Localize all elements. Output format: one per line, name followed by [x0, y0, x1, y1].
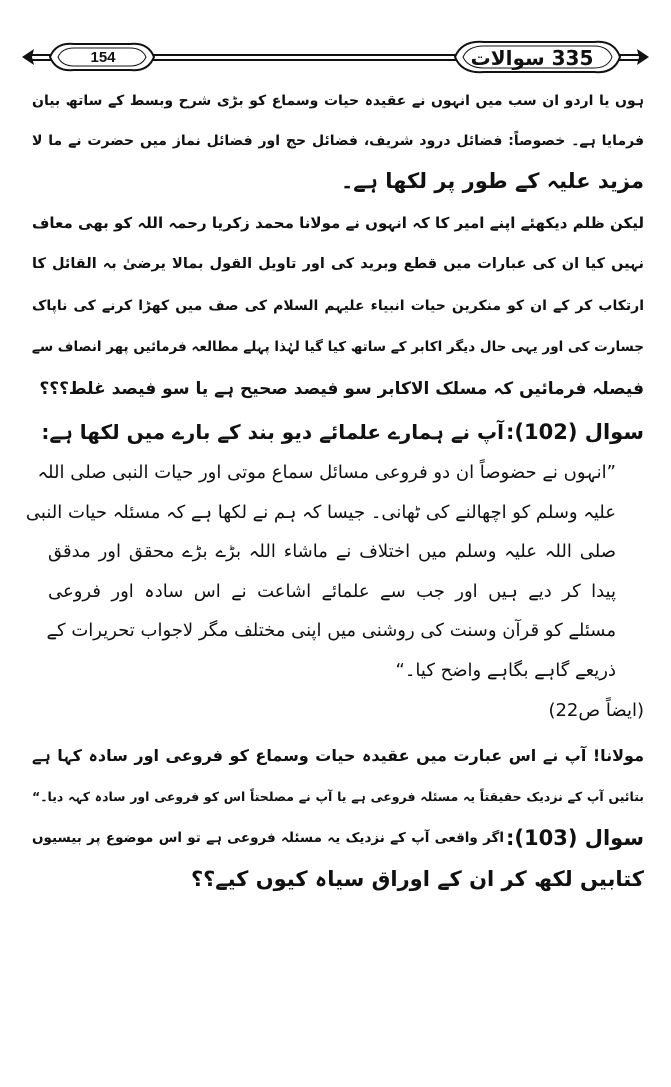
book-title: 335 سوالات — [470, 46, 594, 70]
paragraph-line: نہیں کیا ان کی عبارات میں قطع وبرید کی اور تاویل القول بمالا یرضیٰ بہ القائل کا — [32, 256, 644, 272]
question-103-text: اگر واقعی آپ کے نزدیک یہ مسئلہ فروعی ہے تو اس موضوع پر بیسیوں — [32, 830, 504, 846]
question-102-label: سوال (102): — [506, 420, 644, 444]
quote-reference: (ایضاً ص22) — [548, 700, 644, 721]
quote-line: صلی اللہ علیہ وسلم میں اختلاف نے ماشاء اللہ بڑے بڑے محقق اور مدقق — [48, 541, 616, 562]
quote-line: ذریعے گاہے بگاہے واضح کیا۔“ — [395, 660, 616, 681]
paragraph-line: بتائیں آپ کے نزدیک حقیقتاً یہ مسئلہ فروعی ہے یا آپ نے مصلحتاً اس کو فروعی اور سادہ کہہ دیا۔“ — [32, 789, 644, 804]
quote-line: ”انہوں نے حضوصاً ان دو فروعی مسائل سماع موتی اور حیات النبی صلی اللہ — [37, 462, 616, 483]
paragraph-line: مولانا! آپ نے اس عبارت میں عقیدہ حیات وسماع کو فروعی اور سادہ کہا ہے — [32, 746, 644, 765]
paragraph-line: ہوں یا اردو ان سب میں انہوں نے عقیدہ حیات وسماع کو بڑی شرح وبسط کے ساتھ بیان — [32, 93, 644, 109]
paragraph-line: لیکن ظلم دیکھئے اپنے امیر کا کہ انہوں نے مولانا محمد زکریا رحمہ اللہ کو بھی معاف — [32, 214, 644, 232]
paragraph-line: ارتکاب کر کے ان کو منکرین حیات انبیاء علیہم السلام کی صف میں کھڑا کرنے کی ناپاک — [32, 298, 644, 314]
paragraph-line: جسارت کی اور یہی حال دیگر اکابر کے ساتھ کیا گیا لہٰذا پہلے مطالعہ فرمائیں پھر انصاف سے — [31, 339, 644, 355]
page-number: 154 — [90, 49, 116, 66]
question-103-label: سوال (103): — [506, 826, 644, 850]
page-header — [22, 36, 649, 80]
question-102-text: آپ نے ہمارے علمائے دیو بند کے بارے میں لکھا ہے: — [41, 420, 504, 444]
paragraph-line: فرمایا ہے۔ خصوصاً: فضائل درود شریف، فضائل حج اور فضائل نماز میں حضرت نے ما لا — [32, 133, 644, 149]
question-103-continuation: کتابیں لکھ کر ان کے اوراق سیاہ کیوں کیے؟؟ — [190, 867, 644, 891]
paragraph-line: فیصلہ فرمائیں کہ مسلک الاکابر سو فیصد صحیح ہے یا سو فیصد غلط؟؟؟ — [39, 379, 644, 399]
paragraph-line: مزید علیہ کے طور پر لکھا ہے۔ — [340, 169, 644, 193]
quote-line: پیدا کر دیے ہیں اور جب سے علمائے اشاعت نے اس سادہ اور فروعی — [48, 581, 616, 602]
quote-line: علیہ وسلم کو اچھالنے کی ٹھانی۔ جیسا کہ ہم نے لکھا ہے کہ مسئلہ حیات النبی — [25, 502, 616, 523]
quote-line: مسئلے کو قرآن وسنت کی روشنی میں اپنی مختلف مگر لاجواب تحریرات کے — [46, 620, 616, 641]
